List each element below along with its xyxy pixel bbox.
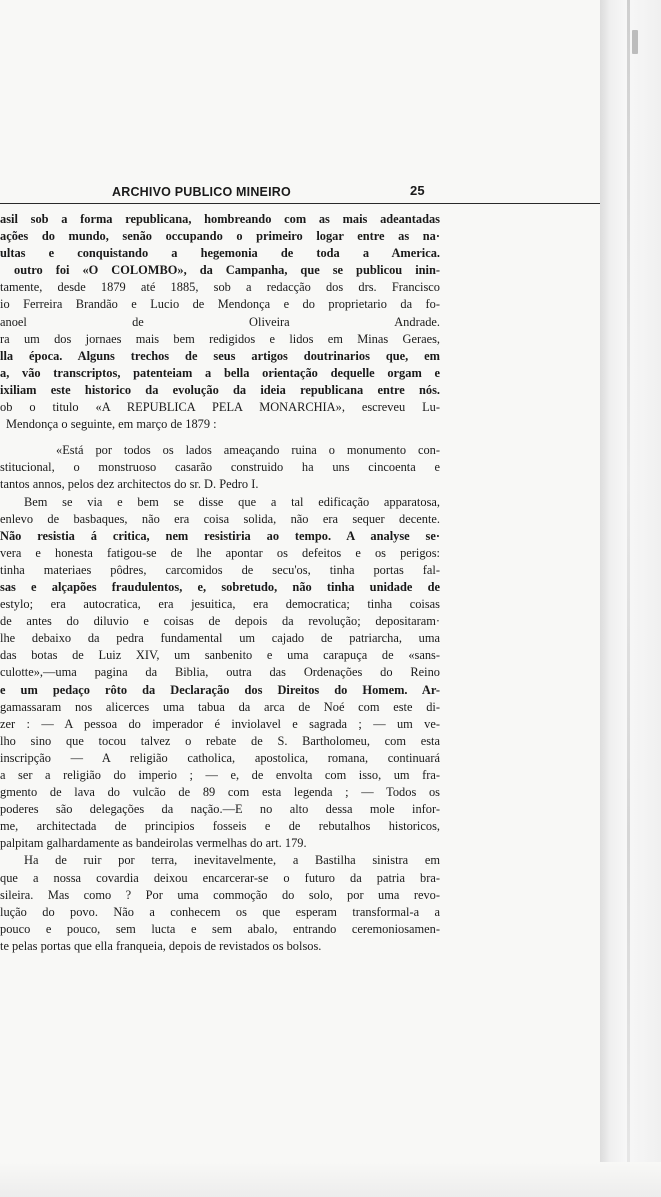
text-line: de antes do diluvio e coisas de depois da revolução; depositaram· xyxy=(0,614,440,629)
page-edge xyxy=(600,0,661,1197)
text-line: Mendonça o seguinte, em março de 1879 : xyxy=(6,417,217,432)
text-line: que a nossa covardia deixou encarcerar-se o futuro da patria bra- xyxy=(0,870,440,885)
text-line: vera e honesta fatigou-se de lhe apontar os defeitos e os perigos: xyxy=(0,545,440,560)
text-line: gmento de lava do vulcão de 89 com esta legenda ; — Todos os xyxy=(0,785,440,800)
text-line: pouco e pouco, sem lucta e sem abalo, entrando ceremoniosamen- xyxy=(0,921,440,936)
text-line: poderes são delegações da nação.—E no alto dessa mole infor- xyxy=(0,802,440,817)
text-line: tamente, desde 1879 até 1885, sob a redacção dos drs. Francisco xyxy=(0,280,440,295)
text-line: stitucional, o monstruoso casarão construido ha uns cincoenta e xyxy=(0,460,440,475)
running-head: ARCHIVO PUBLICO MINEIRO xyxy=(112,185,291,199)
page-header xyxy=(0,183,600,204)
text-line: a, vão transcriptos, patenteiam a bella orientação dequelle orgam e xyxy=(0,365,440,380)
text-line: ultas e conquistando a hegemonia de toda a America. xyxy=(0,246,440,261)
binding-line xyxy=(627,0,630,1197)
body-text xyxy=(0,211,440,955)
text-line: enlevo de basbaques, não era coisa solida, não era sequer decente. xyxy=(0,511,440,526)
text-line: outro foi «O COLOMBO», da Campanha, que se publicou inin- xyxy=(14,263,440,278)
text-line: lhe debaixo da pedra fundamental um cajado de patriarcha, uma xyxy=(0,631,440,646)
text-line: ob o titulo «A REPUBLICA PELA MONARCHIA», escreveu Lu- xyxy=(0,400,440,415)
text-line: a ser a religião do imperio ; — e, de envolta com isso, um fra- xyxy=(0,768,440,782)
binding-mark xyxy=(632,30,638,54)
text-line: «Está por todos os lados ameaçando ruina o monumento con- xyxy=(56,443,440,458)
text-line: e um pedaço rôto da Declaração dos Direitos do Homem. Ar- xyxy=(0,682,440,697)
paragraph-gap xyxy=(0,433,440,442)
text-line: sileira. Mas como ? Por uma commoção do solo, por uma revo- xyxy=(0,887,440,902)
text-line: culotte»,—uma pagina da Biblia, outra das Ordenações do Reino xyxy=(0,665,440,680)
text-line: asil sob a forma republicana, hombreando com as mais adeantadas xyxy=(0,212,440,226)
text-line: sas e alçapões fraudulentos, e, sobretudo, não tinha unidade de xyxy=(0,579,440,594)
text-line: gamassaram nos alicerces uma tabua da arca de Noé com este di- xyxy=(0,699,440,714)
text-line: tantos annos, pelos dez architectos do sr. D. Pedro I. xyxy=(0,477,259,492)
text-line: lho sino que tocou talvez o rebate de S. Bartholomeu, com esta xyxy=(0,733,440,748)
text-line: inscripção — A religião catholica, apostolica, romana, continuará xyxy=(0,750,440,765)
text-line: me, architectada de principios fosseis e de rebutalhos historicos, xyxy=(0,819,440,834)
text-line: ações do mundo, senão occupando o primeiro logar entre as na· xyxy=(0,229,440,244)
text-line: te pelas portas que ella franqueia, depois de revistados os bolsos. xyxy=(0,938,322,953)
text-line: lla época. Alguns trechos de seus artigos doutrinarios que, em xyxy=(0,348,440,363)
text-line: estylo; era autocratica, era jesuitica, era democratica; tinha coisas xyxy=(0,597,440,612)
text-line: io Ferreira Brandão e Lucio de Mendonça e do proprietario da fo- xyxy=(0,297,440,312)
text-line: Não resistia á critica, nem resistiria ao tempo. A analyse se· xyxy=(0,528,440,543)
page-bottom-shadow xyxy=(0,1162,661,1197)
text-line: tinha materiaes pôdres, carcomidos de secu'os, tinha portas fal- xyxy=(0,562,440,577)
text-line: anoel de Oliveira Andrade. xyxy=(0,314,440,329)
text-line: Bem se via e bem se disse que a tal edificação apparatosa, xyxy=(24,494,440,509)
text-line: zer : — A pessoa do imperador é inviolavel e sagrada ; — um ve- xyxy=(0,716,440,731)
text-line: lução do povo. Não a conhecem os que esperam transformal-a a xyxy=(0,904,440,919)
text-line: ra um dos jornaes mais bem redigidos e lidos em Minas Geraes, xyxy=(0,331,440,346)
text-line: das botas de Luiz XIV, um sanbenito e uma carapuça de «sans- xyxy=(0,648,440,663)
text-line: ixiliam este historico da evolução da ideia republicana entre nós. xyxy=(0,382,440,397)
page-number: 25 xyxy=(410,183,425,198)
text-line: palpitam galhardamente as bandeirolas vermelhas do art. 179. xyxy=(0,836,307,851)
text-line: Ha de ruir por terra, inevitavelmente, a Bastilha sinistra em xyxy=(24,853,440,868)
